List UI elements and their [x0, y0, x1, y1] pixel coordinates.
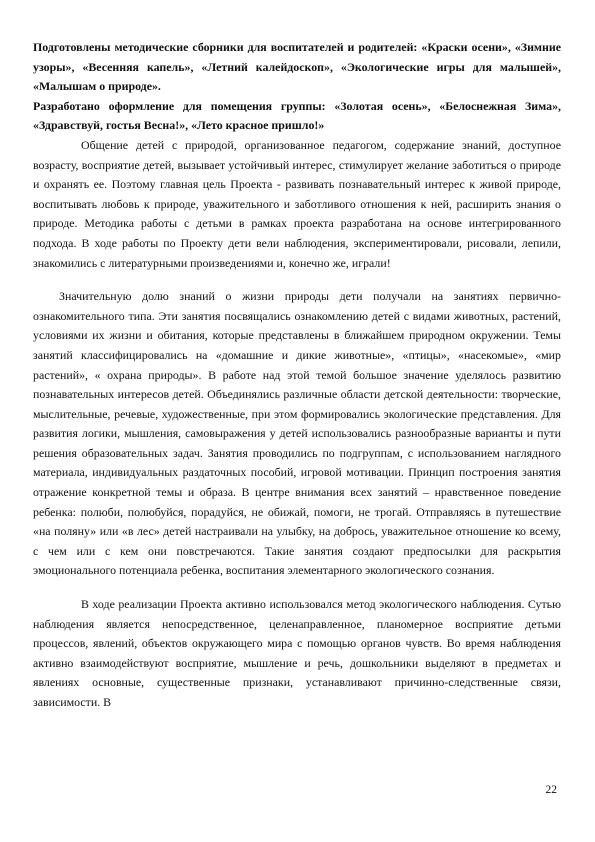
document-page — [33, 38, 561, 713]
paragraph-collections-text: «Краски осени», «Зимние узоры», «Весенняя капель», «Летний калейдоскоп», «Экологические игры для малышей», «Малышам о природе». — [33, 40, 561, 94]
paragraph-project-goal: Общение детей с природой, организованное педагогом, содержание знаний, доступное возрасту, восприятие детей, вызывает устойчивый интерес, стимулирует желание заботиться о природе и охранять ее. Поэтому главная цель Проекта - развивать познавательный интерес к живой природе, воспитывать любовь к природе, уважительного и заботливого отношения к ней, расширить знания о природе. Методика работы с детьми в рамках проекта разработана на основе интегрированного подхода. В ходе работы по Проекту дети вели наблюдения, экспериментировали, рисовали, лепили, знакомились с литературными произведениями и, конечно же, играли! — [33, 137, 561, 270]
paragraph-collections — [33, 38, 561, 97]
paragraph-room-design-text: «Золотая осень», «Белоснежная Зима», «Здравствуй, гостья Весна!», «Лето красное пришло!» — [33, 98, 561, 133]
paragraph-observation: В ходе реализации Проекта активно использовался метод экологического наблюдения. Сутью наблюдения является непосредственное, целенаправленное, планомерное восприятие детьми процессов, явлений, объектов окружающего мира с помощью органов чувств. Во время наблюдения активно взаимодействуют восприятие, мышление и речь, дошкольники выделяют в предметах и явлениях основные, существенные признаки, устанавливают причинно-следственные связи, зависимости. В — [33, 597, 561, 709]
paragraph-room-design-lead: Разработано оформление для помещения группы: — [33, 98, 326, 113]
paragraph-collections-lead: Подготовлены методические сборники для воспитателей и родителей: — [33, 40, 418, 54]
paragraph-lessons: Значительную долю знаний о жизни природы дети получали на занятиях первично-ознакомительного типа. Эти занятия посвящались ознакомлению детей с видами животных, растений, условиями их жизни и обитания, которые представлены в ближайшем природном окружении. Темы занятий классифицировались на «домашние и дикие животные», «птицы», «насекомые», «мир растений», « охрана природы». В работе над этой темой большое значение уделялось развитию познавательных интересов детей. Объединялись различные области детской деятельности: творческие, мыслительные, речевые, художественные, при этом формировались экологические представления. Для развития логики, мышления, самовыражения у детей использовались разнообразные варианты и пути решения образовательных задач. Занятия проводились по подгруппам, с использованием наглядного материала, индивидуальных раздаточных пособий, игровой мотивации. Принцип построения занятия отражение конкретной темы и образа. В центре внимания всех занятий – нравственное поведение ребенка: полюби, полюбуйся, порадуйся, не обижай, помоги, не трогай. Отправляясь в путешествие «на поляну» или «в лес» детей настраивали на улыбку, на добрось, уважительное отношение ко всему, с чем или с кем они повстречаются. Такие занятия создают предпосылки для раскрытия эмоционального потенциала ребенка, воспитания элементарного экологического сознания. — [33, 289, 561, 578]
page-number: 22 — [545, 784, 557, 796]
paragraph-room-design — [33, 97, 561, 136]
